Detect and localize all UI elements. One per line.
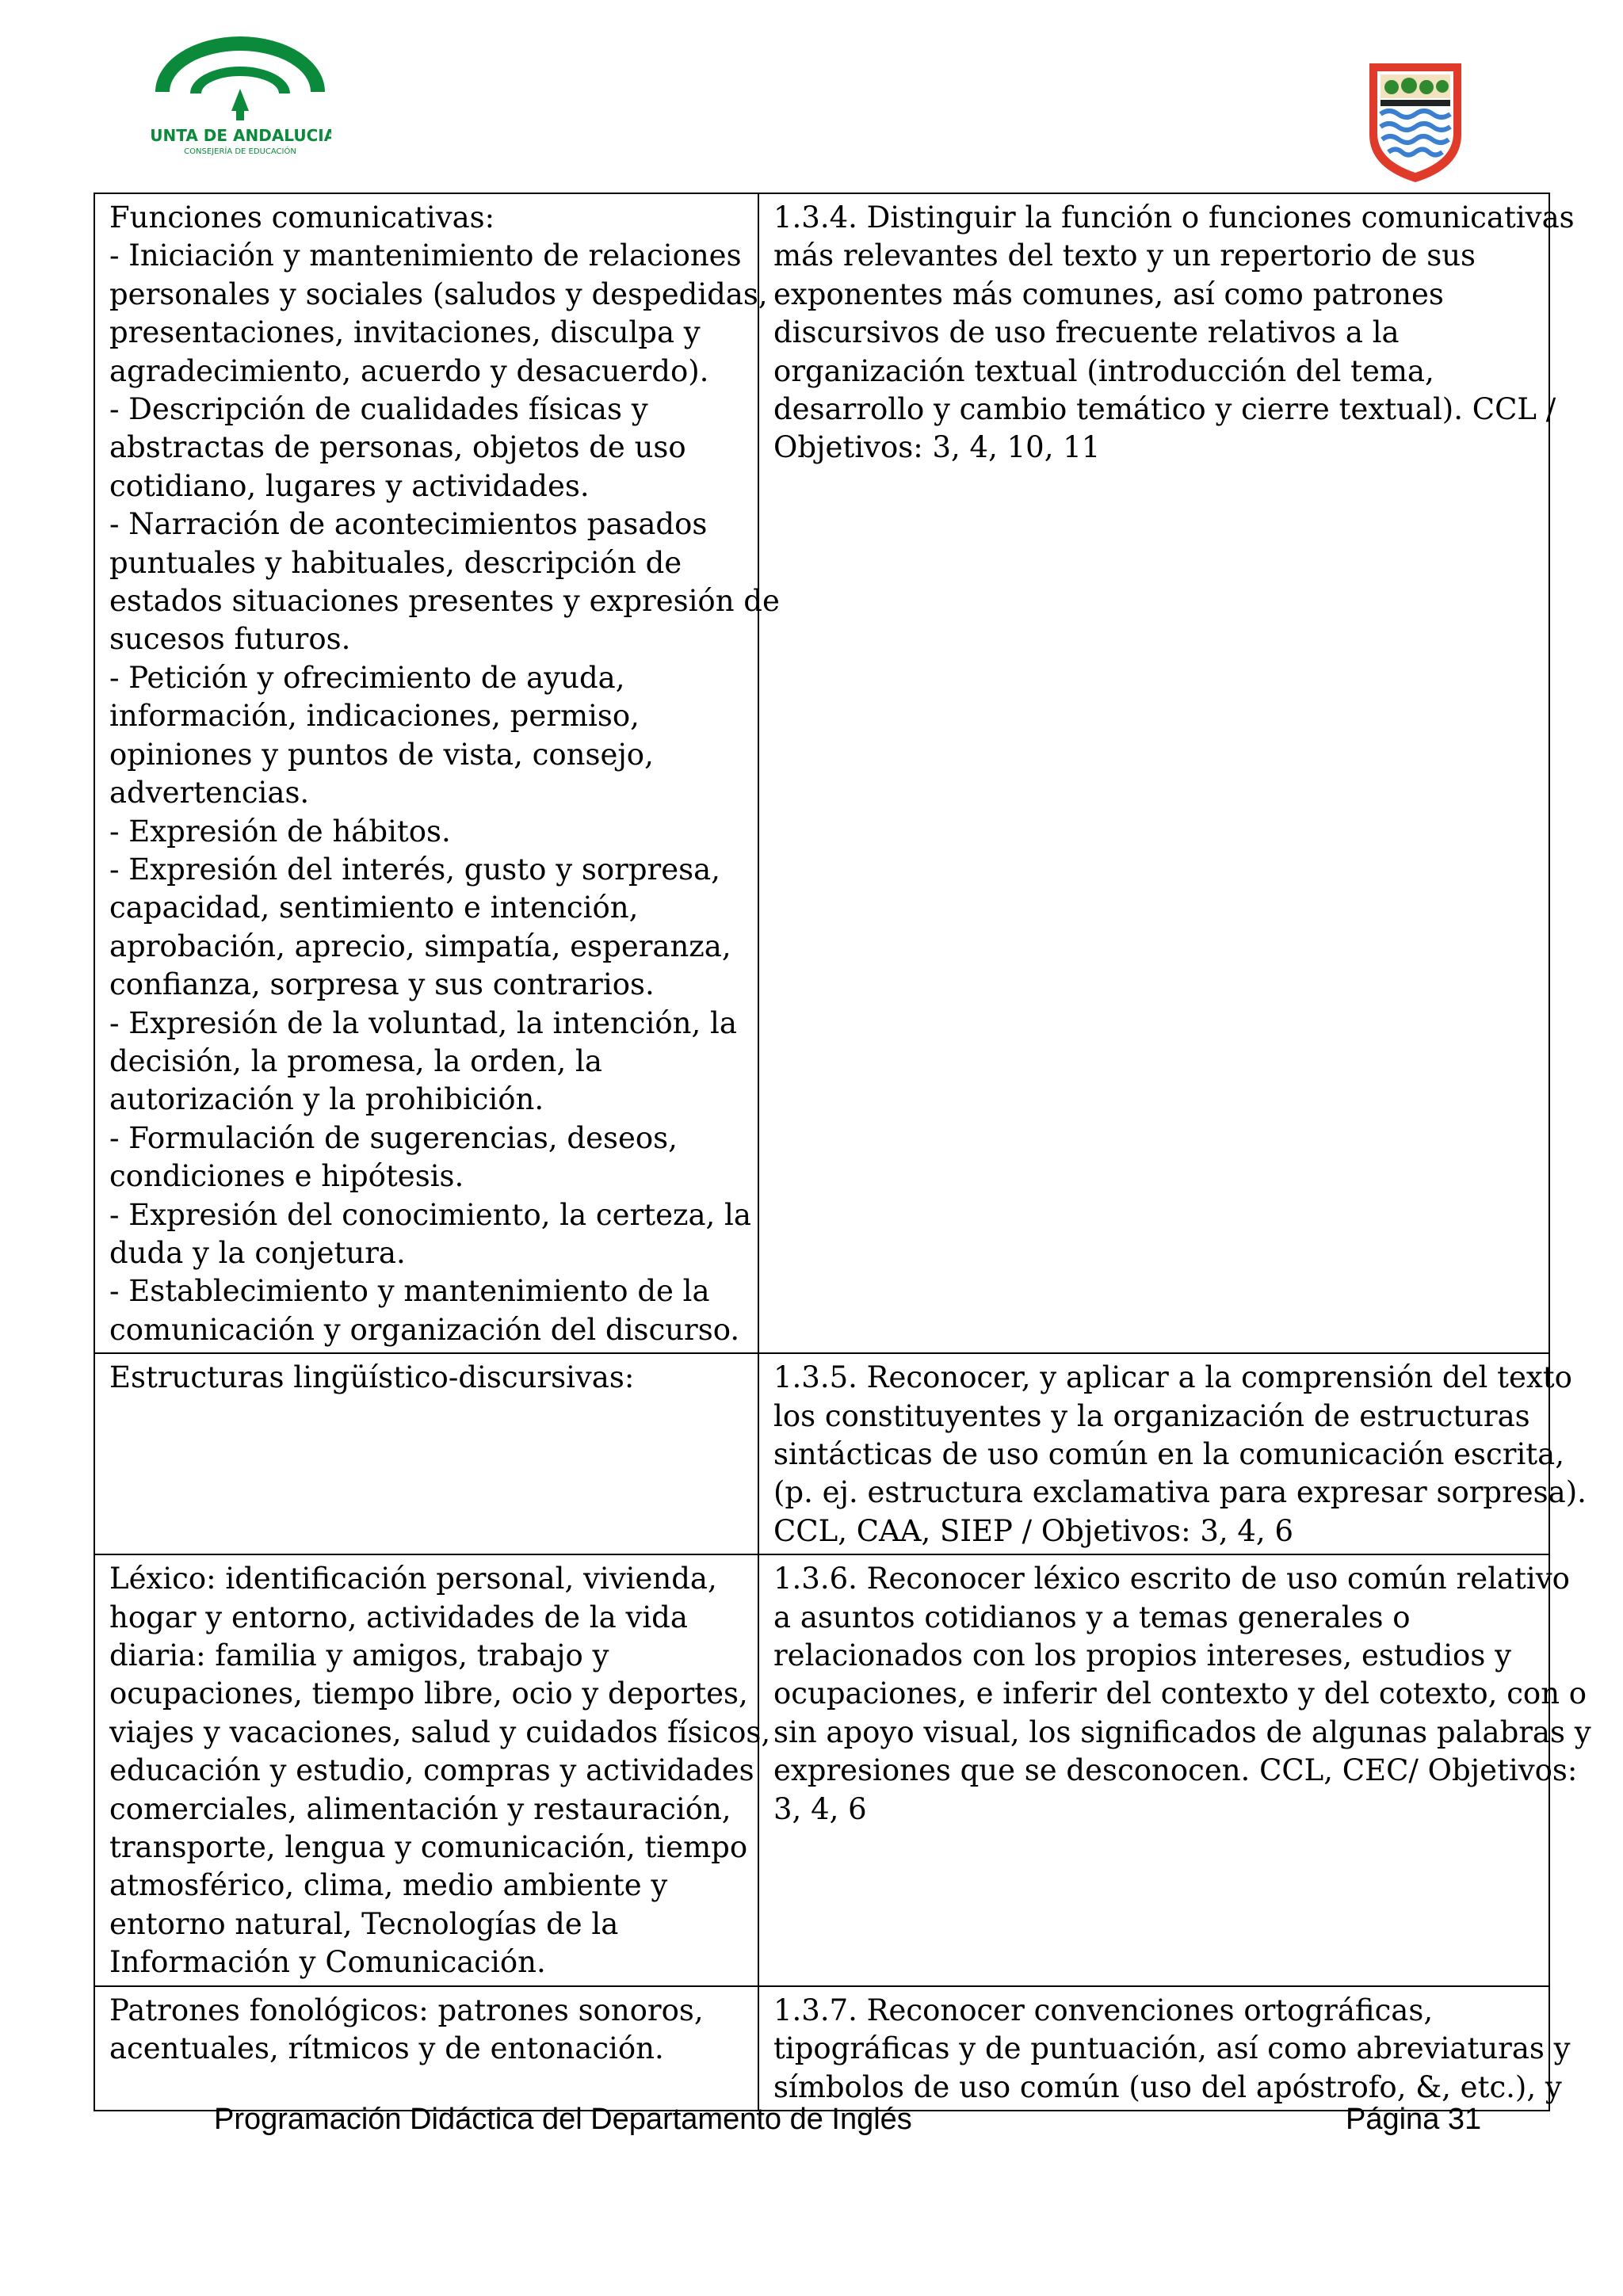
- text-line: desarrollo y cambio temático y cierre textual). CCL /: [773, 392, 1556, 427]
- text-line: exponentes más comunes, así como patrones: [773, 277, 1444, 311]
- text-line: sucesos futuros.: [109, 622, 351, 657]
- text-line: advertencias.: [109, 776, 310, 810]
- text-line: autorización y la prohibición.: [109, 1082, 544, 1117]
- text-line: educación y estudio, compras y actividades: [109, 1753, 754, 1788]
- text-line: - Establecimiento y mantenimiento de la: [109, 1274, 710, 1309]
- text-line: información, indicaciones, permiso,: [109, 699, 640, 734]
- school-shield-logo: [1365, 59, 1466, 185]
- text-line: atmosférico, clima, medio ambiente y: [109, 1868, 668, 1903]
- text-line: - Expresión del interés, gusto y sorpresa,: [109, 852, 720, 887]
- text-line: duda y la conjetura.: [109, 1235, 406, 1270]
- text-line: relacionados con los propios intereses, estudios y: [773, 1638, 1511, 1673]
- text-line: condiciones e hipótesis.: [109, 1159, 464, 1194]
- text-line: CCL, CAA, SIEP / Objetivos: 3, 4, 6: [773, 1513, 1293, 1548]
- text-line: decisión, la promesa, la orden, la: [109, 1043, 602, 1078]
- logo-title: JUNTA DE ANDALUCIA: [149, 126, 331, 145]
- text-line: - Descripción de cualidades físicas y: [109, 392, 648, 427]
- text-line: diaria: familia y amigos, trabajo y: [109, 1638, 609, 1673]
- footer-title: Programación Didáctica del Departamento de Inglés: [214, 2103, 912, 2136]
- table-cell-right: [758, 1353, 1587, 1554]
- text-line: tipográficas y de puntuación, así como abreviaturas y: [773, 2031, 1571, 2066]
- text-line: (p. ej. estructura exclamativa para expresar sorpresa).: [773, 1475, 1587, 1510]
- text-line: - Narración de acontecimientos pasados: [109, 507, 708, 542]
- text-line: hogar y entorno, actividades de la vida: [109, 1600, 688, 1634]
- text-line: Información y Comunicación.: [109, 1945, 546, 1980]
- table-cell-left: [94, 1986, 758, 2111]
- text-line: 1.3.7. Reconocer convenciones ortográficas,: [773, 1993, 1434, 2027]
- text-line: Léxico: identificación personal, vivienda,: [109, 1562, 717, 1596]
- table-cell-right: [758, 1554, 1591, 1985]
- text-line: abstractas de personas, objetos de uso: [109, 430, 686, 465]
- text-line: 1.3.4. Distinguir la función o funciones comunicativas: [773, 200, 1575, 235]
- text-line: estados situaciones presentes y expresión de: [109, 584, 780, 619]
- text-line: a asuntos cotidianos y a temas generales o: [773, 1600, 1411, 1634]
- text-line: sin apoyo visual, los significados de algunas palabras y: [773, 1714, 1591, 1749]
- text-line: comerciales, alimentación y restauración,: [109, 1791, 731, 1826]
- text-line: puntuales y habituales, descripción de: [109, 545, 682, 580]
- table-cell-right: [758, 193, 1575, 1353]
- text-line: - Petición y ofrecimiento de ayuda,: [109, 660, 625, 695]
- text-line: entorno natural, Tecnologías de la: [109, 1906, 619, 1941]
- table-row: [94, 1554, 1549, 1985]
- text-line: - Expresión del conocimiento, la certeza, la: [109, 1197, 751, 1232]
- text-line: cotidiano, lugares y actividades.: [109, 468, 590, 503]
- text-line: - Expresión de hábitos.: [109, 814, 451, 849]
- text-line: comunicación y organización del discurso.: [109, 1312, 740, 1347]
- table-row: [94, 193, 1549, 1353]
- text-line: personales y sociales (saludos y despedidas,: [109, 277, 768, 311]
- text-line: Patrones fonológicos: patrones sonoros,: [109, 1993, 704, 2027]
- logo-subtitle: CONSEJERÍA DE EDUCACIÓN: [184, 147, 296, 156]
- content-table: [94, 193, 1591, 2111]
- text-line: discursivos de uso frecuente relativos a la: [773, 315, 1400, 350]
- table-cell-left: [94, 193, 780, 1353]
- text-line: capacidad, sentimiento e intención,: [109, 891, 639, 925]
- text-line: Estructuras lingüístico-discursivas:: [109, 1360, 635, 1395]
- text-line: aprobación, aprecio, simpatía, esperanza,: [109, 929, 731, 963]
- text-line: viajes y vacaciones, salud y cuidados físicos,: [109, 1714, 771, 1749]
- text-line: expresiones que se desconocen. CCL, CEC/ Objetivos:: [773, 1753, 1578, 1788]
- text-line: organización textual (introducción del tema,: [773, 353, 1434, 388]
- table-row: [94, 1986, 1549, 2111]
- text-line: 3, 4, 6: [773, 1791, 867, 1826]
- text-line: agradecimiento, acuerdo y desacuerdo).: [109, 353, 709, 388]
- text-line: - Formulación de sugerencias, deseos,: [109, 1120, 678, 1155]
- table-row: [94, 1353, 1549, 1554]
- text-line: más relevantes del texto y un repertorio de sus: [773, 238, 1476, 273]
- text-line: presentaciones, invitaciones, disculpa y: [109, 315, 701, 350]
- text-line: 1.3.5. Reconocer, y aplicar a la comprensión del texto: [773, 1360, 1572, 1395]
- table-cell-left: [94, 1554, 771, 1985]
- text-line: 1.3.6. Reconocer léxico escrito de uso común relativo: [773, 1562, 1570, 1596]
- text-line: los constituyentes y la organización de estructuras: [773, 1398, 1530, 1433]
- page-number: Página 31: [1346, 2103, 1482, 2136]
- text-line: sintácticas de uso común en la comunicación escrita,: [773, 1437, 1564, 1471]
- text-line: ocupaciones, tiempo libre, ocio y deportes,: [109, 1676, 748, 1711]
- text-line: Funciones comunicativas:: [109, 200, 495, 235]
- text-line: acentuales, rítmicos y de entonación.: [109, 2031, 664, 2066]
- text-line: ocupaciones, e inferir del contexto y del cotexto, con o: [773, 1676, 1587, 1711]
- text-line: transporte, lengua y comunicación, tiempo: [109, 1830, 748, 1865]
- text-line: - Expresión de la voluntad, la intención, la: [109, 1005, 737, 1040]
- text-line: confianza, sorpresa y sus contrarios.: [109, 967, 655, 1002]
- text-line: - Iniciación y mantenimiento de relaciones: [109, 238, 742, 273]
- text-line: símbolos de uso común (uso del apóstrofo, &, etc.), y: [773, 2069, 1562, 2104]
- text-line: Objetivos: 3, 4, 10, 11: [773, 430, 1101, 465]
- table-cell-left: [94, 1353, 758, 1554]
- table-cell-right: [758, 1986, 1571, 2111]
- junta-de-andalucia-logo: [149, 22, 331, 165]
- text-line: opiniones y puntos de vista, consejo,: [109, 737, 654, 772]
